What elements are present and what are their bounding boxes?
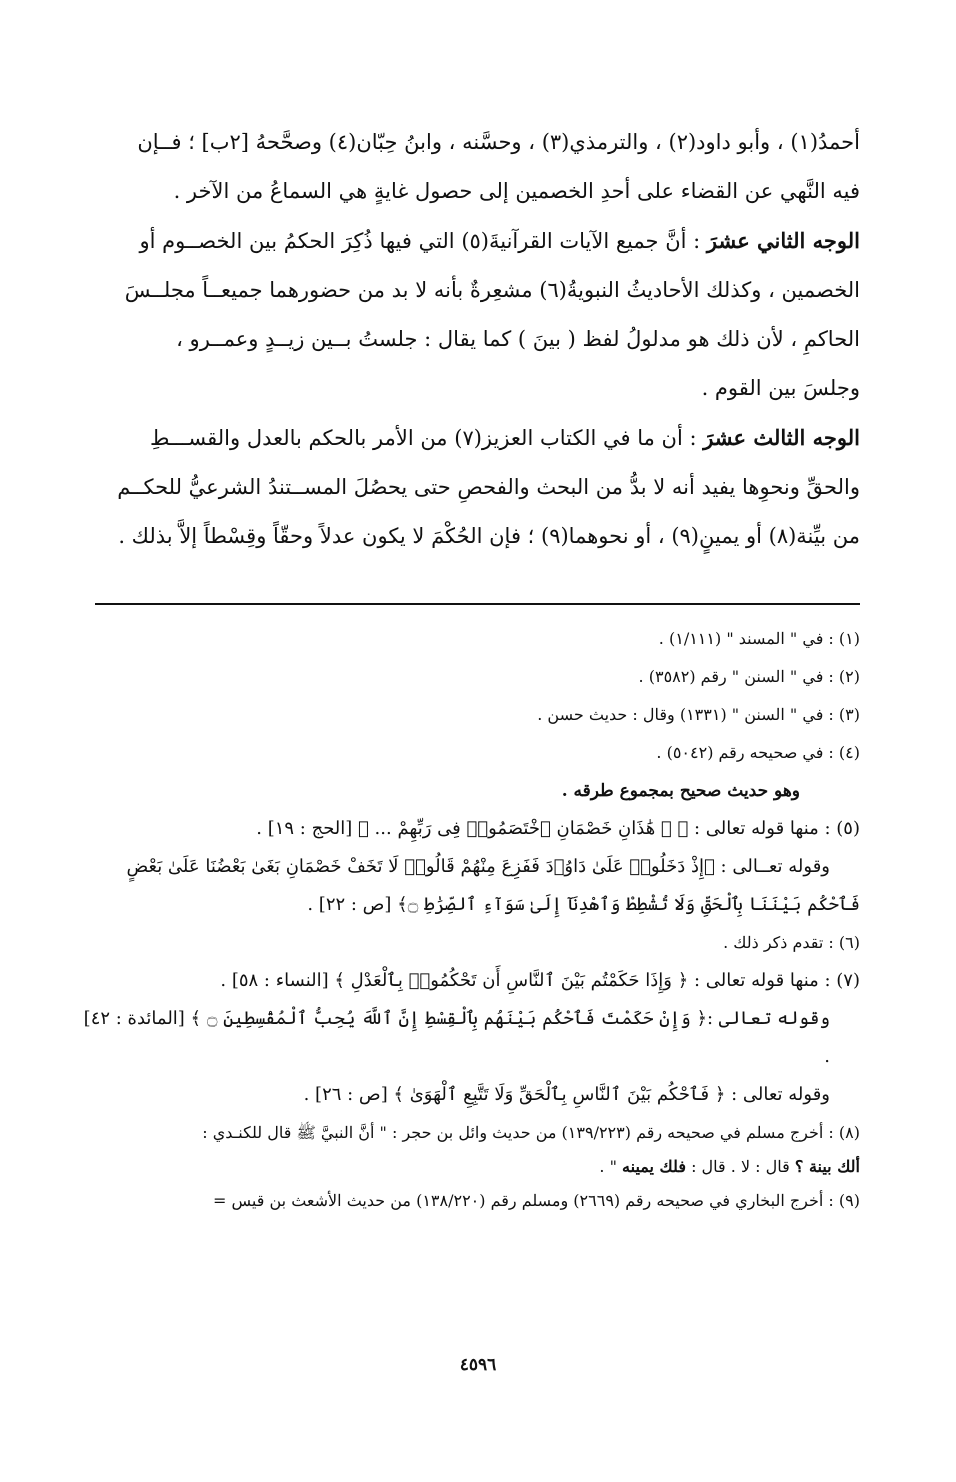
plain-phrase: قال : لا . قال : xyxy=(685,1157,795,1176)
plain-phrase: " . xyxy=(599,1157,623,1176)
page-number: ٤٥٩٦ xyxy=(459,1355,497,1375)
footnote-5-verse: وقوله تعــالى : ﴿إِذْ دَخَلُوا۟ عَلَىٰ دَاوُۥدَ فَفَزِعَ مِنْهُمْ قَالُوا۟ لَا تَخَفْ خَصْمَانِ بَغَىٰ بَعْضُنَا عَلَىٰ بَعْضٍ xyxy=(126,856,830,877)
footnote-7-verse: وقوله تعالى :﴿ وَإِنْ حَكَمْتَ فَٱحْكُم بَيْنَهُم بِٱلْقِسْطِ إِنَّ ٱللَّهَ يُحِبُّ ٱلْمُقْسِطِينَ ۝ ﴾ [المائدة : ٤٢] . xyxy=(83,1008,830,1067)
footnote-1: (١) : في " المسند " (١/١١١) . xyxy=(658,629,860,648)
footnote-6: (٦) : تقدم ذكر ذلك . xyxy=(723,933,860,952)
paragraph-start xyxy=(95,216,860,266)
main-line: الحاكمِ ، لأن ذلك هو مدلولُ لفظ ( بينَ ) كما يقال : جلستُ بــين زيــدٍ وعمــرو ، xyxy=(176,327,860,351)
paragraph-lead: الوجه الثالث عشرَ xyxy=(703,425,860,450)
footnote-5-verse-cont: فَٱحْكُم بَيْنَنَا بِٱلْحَقِّ وَلَا تُشْطِطْ وَٱهْدِنَآ إِلَىٰ سَوَآءِ ٱلصِّرَٰطِ ۝﴾ [ص : ٢٢] . xyxy=(307,894,860,915)
main-line: أحمدُ(١) ، وأبو داود(٢) ، والترمذي(٣) ، وحسَّنه ، وابنُ حِبّان(٤) وصحَّحهُ [٢ب] ؛ فــإن xyxy=(137,130,860,154)
footnote-4-note: وهو حديث صحيح بمجموع طرقه . xyxy=(561,781,800,801)
main-line: وجلسَ بين القوم . xyxy=(701,376,860,400)
main-text xyxy=(95,118,860,561)
footnote-8-cont xyxy=(80,1152,860,1182)
main-line: والحقِّ ونحوِها يفيد أنه لا بدُّ من البحث والفحصِ حتى يحصُلَ المســتندُ الشرعيُّ للحكــم xyxy=(117,475,860,499)
footnotes xyxy=(80,620,860,1220)
footnote-divider xyxy=(95,603,860,605)
main-line: فيه النَّهي عن القضاء على أحدِ الخصمين إلى حصول غايةٍ هي السماعُ من الآخر . xyxy=(173,179,860,203)
paragraph-start xyxy=(95,413,860,463)
main-line: الخصمين ، وكذلك الأحاديثُ النبويةُ(٦) مشعِرةٌ بأنه لا بد من حضورهما جميعــاً مجلــسَ xyxy=(124,278,860,302)
footnote-4: (٤) : في صحيحه رقم (٥٠٤٢) . xyxy=(656,743,860,762)
footnote-9: (٩) : أخرج البخاري في صحيحه رقم (٢٦٦٩) ومسلم رقم (١٣٨/٢٢٠) من حديث الأشعث بن قيس = xyxy=(213,1191,860,1210)
paragraph-lead: الوجه الثاني عشرَ xyxy=(706,228,860,253)
footnote-2: (٢) : في " السنن " رقم (٣٥٨٢) . xyxy=(638,667,860,686)
footnote-8: (٨) : أخرج مسلم في صحيحه رقم (١٣٩/٢٢٣) من حديث وائل بن حجر : " أنَّ النبيَّ ﷺ قال للكنـدي : xyxy=(202,1123,860,1142)
footnote-7: (٧) : منها قوله تعالى : ﴿ وَإِذَا حَكَمْتُم بَيْنَ ٱلنَّاسِ أَن تَحْكُمُوا۟ بِٱلْعَدْلِ ﴾ [النساء : ٥٨] . xyxy=(220,970,860,991)
paragraph-text: : أن ما في الكتاب العزيز(٧) من الأمر بالحكم بالعدل والقســـطِ xyxy=(150,426,704,450)
footnote-5: (٥) : منها قوله تعالى : ﴿ ۞ هَٰذَانِ خَصْمَانِ ٱخْتَصَمُوا۟ فِى رَبِّهِمْ ... ﴾ [الحج : ١٩] . xyxy=(256,818,860,839)
footnote-7-verse-2: وقوله تعالى : ﴿ فَٱحْكُم بَيْنَ ٱلنَّاسِ بِٱلْحَقِّ وَلَا تَتَّبِعِ ٱلْهَوَىٰ ﴾ [ص : ٢٦] . xyxy=(303,1084,830,1105)
paragraph-text: : أنَّ جميع الآيات القرآنيةَ(٥) التي فيها ذُكِرَ الحكمُ بين الخصــوم أو xyxy=(139,229,707,253)
bold-phrase: ألك بينة ؟ xyxy=(794,1157,860,1176)
bold-phrase: فلك يمينه xyxy=(622,1157,686,1176)
main-line: من بيِّنة(٨) أو يمينٍ(٩) ، أو نحوهما(٩) ؛ فإن الحُكْمَ لا يكون عدلاً وحقّاً وقِسْطاً إلاَّ بذلك . xyxy=(118,524,860,548)
footnote-3: (٣) : في " السنن " (١٣٣١) وقال : حديث حسن . xyxy=(537,705,860,724)
